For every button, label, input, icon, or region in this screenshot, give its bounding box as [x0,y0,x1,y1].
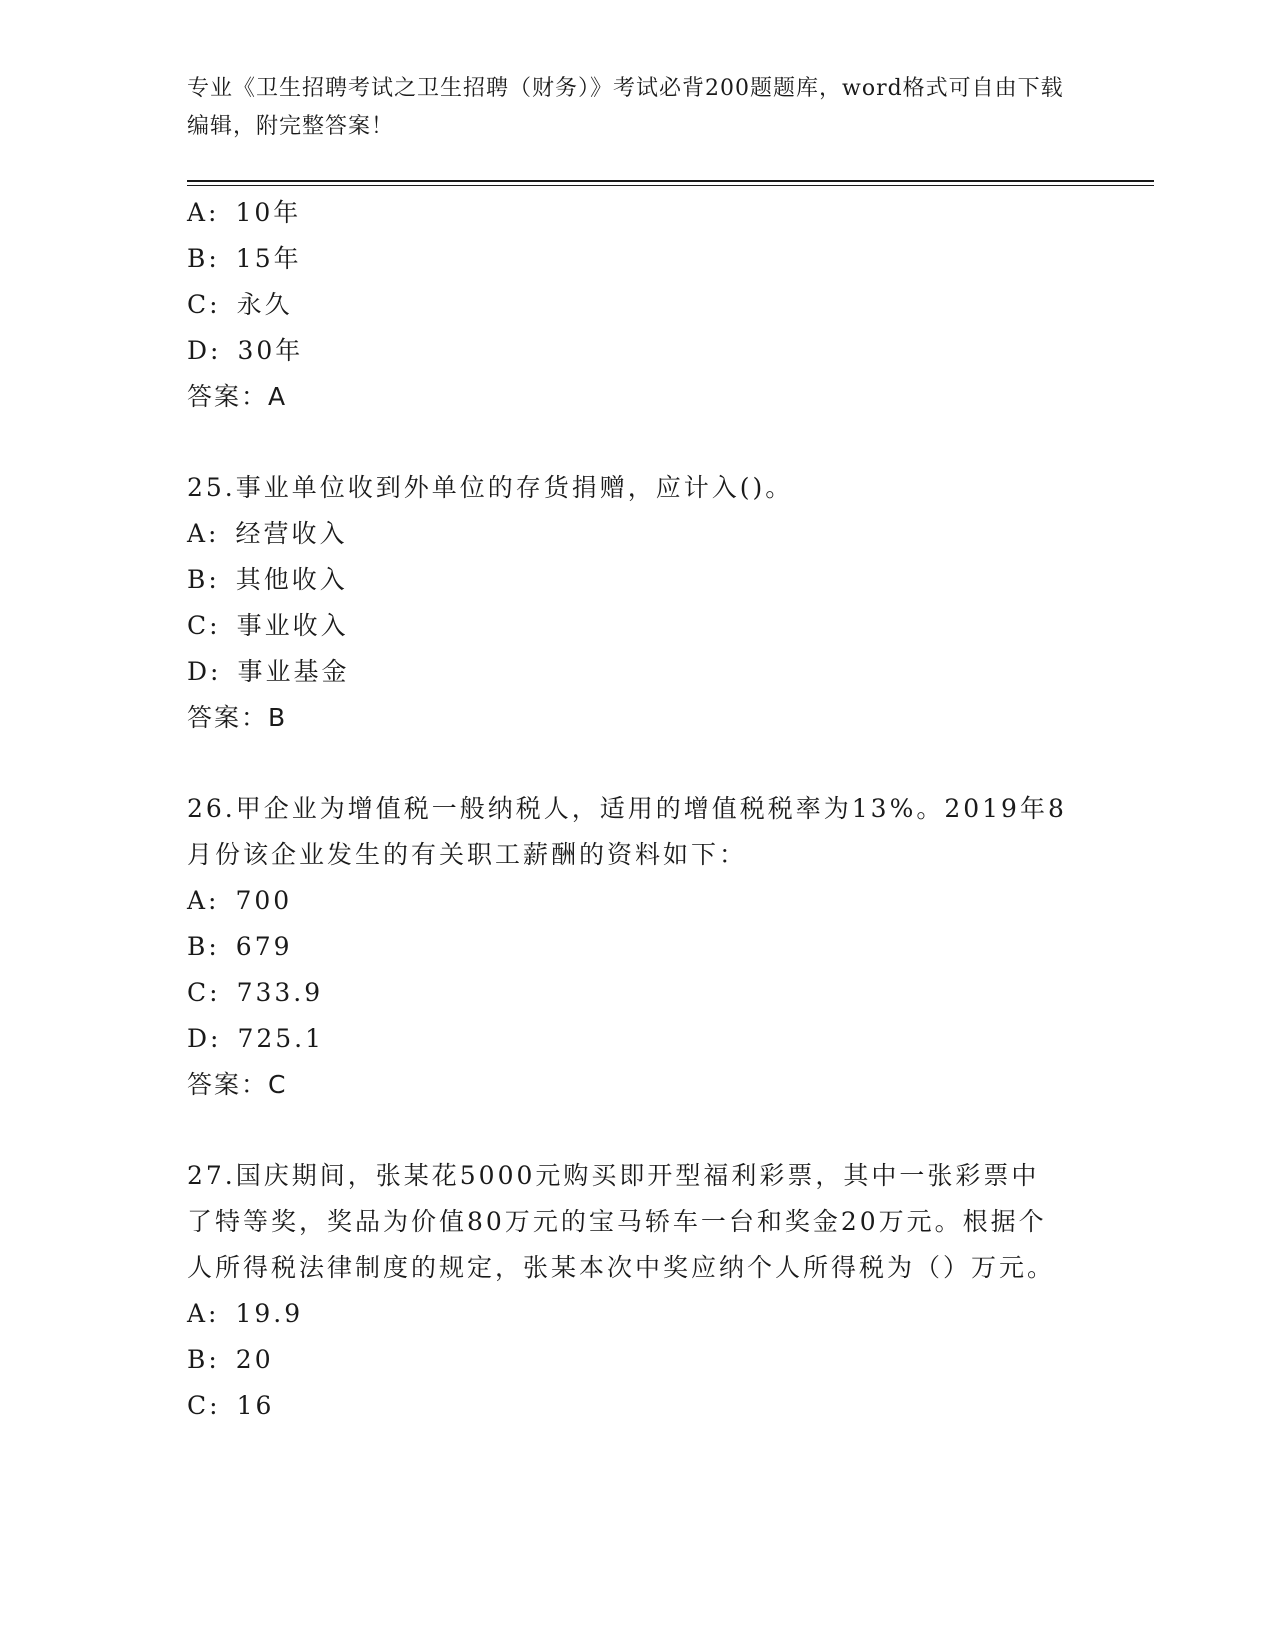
answer-line: 答案：A [187,382,288,411]
question-content [187,190,1067,1429]
option-label: C: [187,1391,221,1420]
option-b [187,557,1067,603]
option-label: D: [187,336,222,365]
option-text: 20 [235,1345,274,1374]
option-text: 725.1 [237,1024,325,1053]
option-text: 永久 [236,290,293,319]
option-text: 679 [235,932,293,961]
option-d [187,1016,1067,1062]
option-b [187,236,1067,282]
option-text: 15年 [235,244,302,273]
spacer [187,420,1067,465]
answer-line: 答案：B [187,703,288,732]
option-label: C: [187,978,221,1007]
document-header: 专业《卫生招聘考试之卫生招聘（财务）》考试必背200题题库，word格式可自由下载编辑，附完整答案！ [187,76,1064,139]
question-stem: 25.事业单位收到外单位的存货捐赠，应计入()。 [187,473,794,502]
option-label: A: [187,519,220,548]
option-c [187,970,1067,1016]
option-text: 事业基金 [237,657,350,686]
option-text: 30年 [237,336,304,365]
option-label: D: [187,657,222,686]
question-25 [187,465,1067,741]
question-stem: 26.甲企业为增值税一般纳税人，适用的增值税税率为13%。2019年8月份该企业发生的有关职工薪酬的资料如下： [187,794,1067,869]
option-label: A: [187,198,220,227]
option-a [187,511,1067,557]
option-c [187,1383,1067,1429]
option-label: B: [187,1345,220,1374]
header-rule-thick [187,180,1154,182]
answer-line: 答案：C [187,1070,288,1099]
option-c [187,282,1067,328]
option-c [187,603,1067,649]
option-a [187,1291,1067,1337]
spacer [187,741,1067,786]
option-text: 10年 [235,198,302,227]
option-text: 733.9 [236,978,324,1007]
option-a [187,878,1067,924]
option-label: C: [187,611,221,640]
option-label: D: [187,1024,222,1053]
option-text: 700 [235,886,293,915]
option-label: B: [187,244,220,273]
option-b [187,924,1067,970]
option-text: 19.9 [235,1299,304,1328]
option-d [187,328,1067,374]
option-text: 其他收入 [235,565,348,594]
spacer [187,1108,1067,1153]
option-text: 事业收入 [236,611,349,640]
question-24 [187,190,1067,420]
option-label: B: [187,565,220,594]
option-label: B: [187,932,220,961]
question-26 [187,786,1067,1108]
option-d [187,649,1067,695]
option-label: C: [187,290,221,319]
option-text: 经营收入 [235,519,348,548]
option-b [187,1337,1067,1383]
option-text: 16 [236,1391,275,1420]
option-label: A: [187,1299,220,1328]
question-27 [187,1153,1067,1429]
header-rule-thin [187,185,1154,186]
question-stem: 27.国庆期间，张某花5000元购买即开型福利彩票，其中一张彩票中了特等奖，奖品为价值80万元的宝马轿车一台和奖金20万元。根据个人所得税法律制度的规定，张某本次中奖应纳个人所得税为（）万元。 [187,1161,1056,1282]
option-label: A: [187,886,220,915]
option-a [187,190,1067,236]
